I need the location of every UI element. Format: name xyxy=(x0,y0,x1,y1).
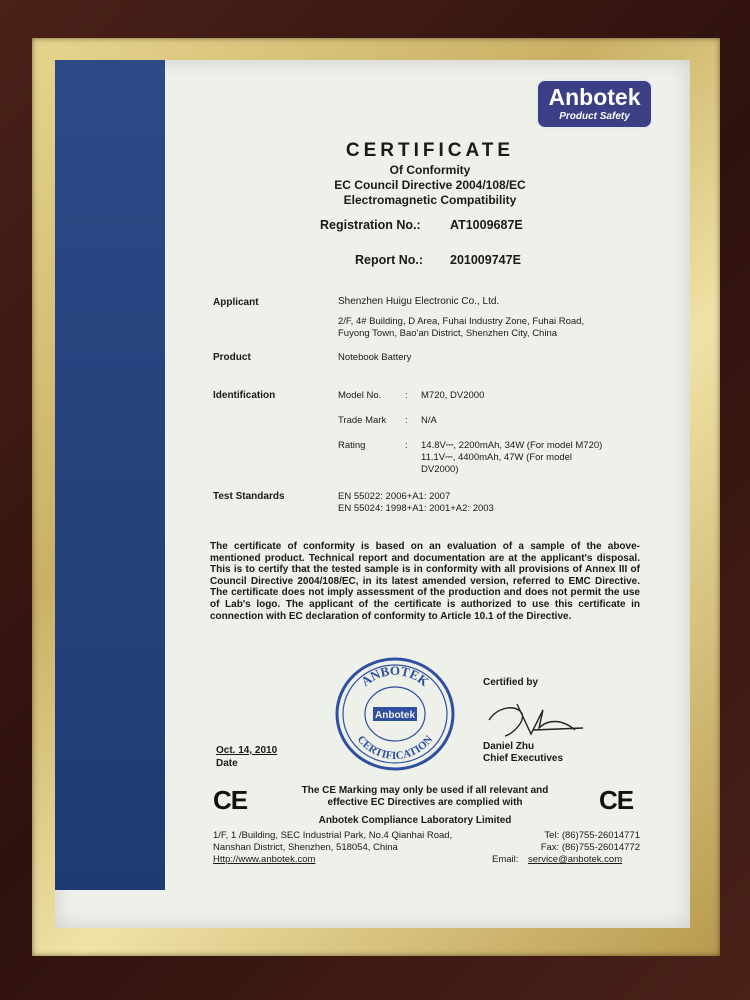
subtitle-emc: Electromagnetic Compatibility xyxy=(343,193,517,207)
certificate-paper xyxy=(55,60,690,928)
report-value: 201009747E xyxy=(450,253,521,267)
trademark-colon: : xyxy=(405,415,408,426)
logo-tagline: Product Safety xyxy=(559,111,630,122)
side-banner xyxy=(55,60,165,890)
applicant-address-2: Fuyong Town, Bao'an District, Shenzhen City, China xyxy=(338,328,558,339)
identification-label: Identification xyxy=(213,390,276,401)
lab-tel: Tel: (86)755-26014771 xyxy=(544,830,640,841)
issue-date: Oct. 14, 2010 xyxy=(216,745,278,756)
conformity-statement: The certificate of conformity is based on an evaluation of a sample of the above-mentioned product. Technical report and documentation are at the applicant's disposal. This is to certify that the tested sample is in conformity with all provisions of Annex III of Council Directive 2004/108/EC, in its latest amended version, referred to EMC Directive. The certificate does not imply assessment of the production and does not permit the use of Lab's logo. The applicant of the certificate is authorized to use this certificate in connection with EC declaration of conformity to Article 10.1 of the Directive. xyxy=(210,541,640,622)
subtitle-conformity: Of Conformity xyxy=(389,163,471,177)
lab-email[interactable]: service@anbotek.com xyxy=(528,854,623,865)
seal-top-text: ANBOTEK xyxy=(358,662,432,690)
model-colon: : xyxy=(405,390,408,401)
applicant-label: Applicant xyxy=(213,297,259,308)
lab-name: Anbotek Compliance Laboratory Limited xyxy=(318,815,512,826)
lab-email-label: Email: xyxy=(492,854,519,865)
test-standard-2: EN 55024: 1998+A1: 2001+A2: 2003 xyxy=(338,503,494,514)
lab-fax: Fax: (86)755-26014772 xyxy=(540,842,640,853)
lab-address-1: 1/F, 1 /Building, SEC Industrial Park, No.4 Qianhai Road, xyxy=(213,830,453,841)
rating-line-1: 14.8V⎓, 2200mAh, 34W (For model M720) xyxy=(421,440,603,451)
ce-note-line-1: The CE Marking may only be used if all relevant and xyxy=(301,785,549,796)
seal-bottom-text: CERTIFICATION xyxy=(354,733,436,763)
applicant-address-1: 2/F, 4# Building, D Area, Fuhai Industry Zone, Fuhai Road, xyxy=(338,316,585,327)
test-standard-1: EN 55022: 2006+A1: 2007 xyxy=(338,491,451,502)
signature-mark xyxy=(483,690,593,740)
trademark-value: N/A xyxy=(421,415,437,426)
rating-line-3: DV2000) xyxy=(421,464,459,475)
date-label: Date xyxy=(216,758,238,769)
model-label: Model No. xyxy=(338,390,382,401)
ce-mark-right: CE xyxy=(599,785,634,815)
lab-website[interactable]: Http://www.anbotek.com xyxy=(213,854,316,865)
lab-address-2: Nanshan District, Shenzhen, 518054, China xyxy=(213,842,398,853)
registration-value: AT1009687E xyxy=(450,218,523,232)
rating-line-2: 11.1V⎓, 4400mAh, 47W (For model xyxy=(421,452,573,463)
trademark-label: Trade Mark xyxy=(338,415,387,426)
report-label: Report No.: xyxy=(355,253,424,267)
product-value: Notebook Battery xyxy=(338,352,412,363)
ce-note-line-2: effective EC Directives are complied with xyxy=(327,797,523,808)
ce-mark-left: CE xyxy=(213,785,248,815)
signer-name: Daniel Zhu xyxy=(483,741,535,752)
seal-center-text: Anbotek xyxy=(375,710,415,721)
signer-title: Chief Executives xyxy=(483,753,564,764)
applicant-name: Shenzhen Huigu Electronic Co., Ltd. xyxy=(338,296,500,307)
rating-colon: : xyxy=(405,440,408,451)
logo-name: Anbotek xyxy=(548,84,641,110)
anbotek-seal xyxy=(333,655,457,773)
model-value: M720, DV2000 xyxy=(421,390,485,401)
rating-label: Rating xyxy=(338,440,366,451)
certificate-title: CERTIFICATE xyxy=(345,140,515,161)
subtitle-directive: EC Council Directive 2004/108/EC xyxy=(334,178,526,192)
certified-by-label: Certified by xyxy=(483,677,539,688)
registration-label: Registration No.: xyxy=(320,218,421,232)
product-label: Product xyxy=(213,352,251,363)
test-standards-label: Test Standards xyxy=(213,491,285,502)
anbotek-logo xyxy=(536,79,653,129)
